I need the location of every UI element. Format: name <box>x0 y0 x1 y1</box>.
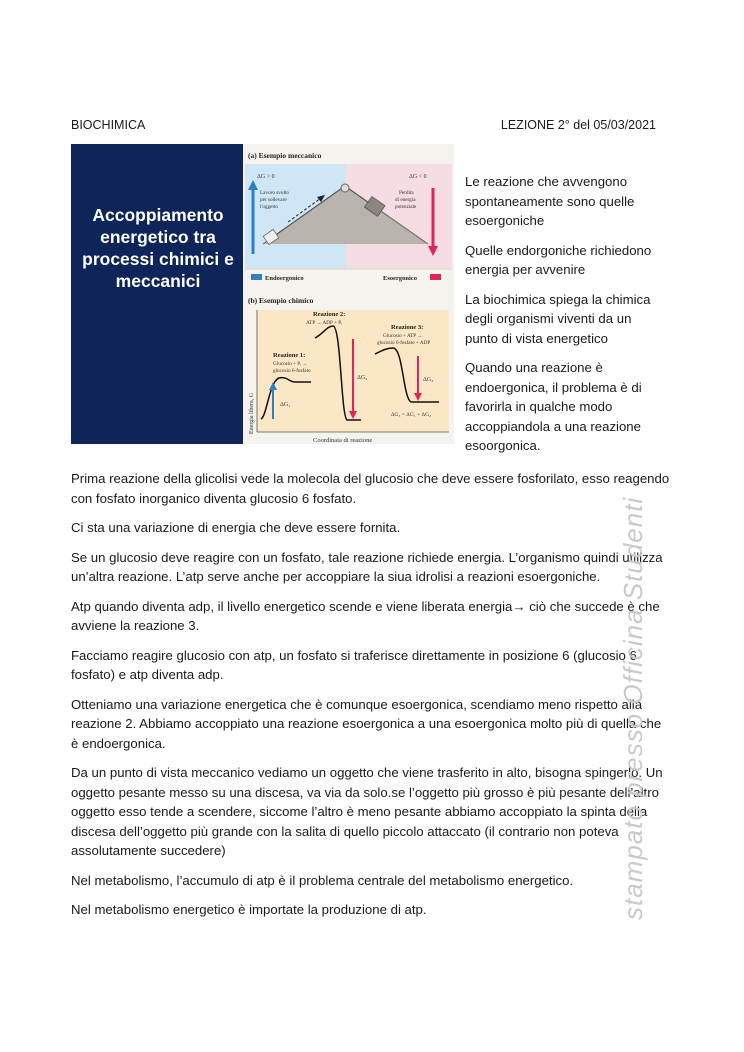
r3-eq-line-1: Glucosio + ATP → <box>383 333 423 339</box>
r1-eq-line-1: Glucosio + Pᵢ → <box>273 361 308 367</box>
loss-text-line-1: Perdita <box>399 190 414 196</box>
side-paragraph: La biochimica spiega la chimica degli organismi viventi da un punto di vista energetico <box>465 291 651 346</box>
body-paragraph: Otteniamo una variazione energetica che è comunque esoergonica, scendiamo meno rispetto alla reazione 2. Abbiamo accoppiato una reazione esoergonica a una esoergonica molto più di quella che è endoergonica. <box>71 696 662 751</box>
dg2-label: ΔG₂ <box>357 375 368 381</box>
dg1-label: ΔG₁ <box>280 402 291 408</box>
r3-eq-line-2: glucosio 6-fosfato + ADP <box>377 340 431 346</box>
lesson-notes <box>71 469 671 930</box>
legend-eso-swatch <box>430 274 441 280</box>
figure-title: Accoppiamento energetico tra processi chimici e meccanici <box>82 205 234 291</box>
body-paragraph: Nel metabolismo energetico è importate la produzione di atp. <box>71 902 427 917</box>
panel-a-label: (a) Esempio meccanico <box>248 151 322 160</box>
body-paragraph: Ci sta una variazione di energia che deve essere fornita. <box>71 520 401 535</box>
side-paragraph: Quando una reazione è endoergonica, il problema è di favorirla in qualche modo accoppiandola a una reazione esoorgonica. <box>465 360 642 453</box>
body-paragraph: Atp quando diventa adp, il livello energetico scende e viene liberata energia→ ciò che succede è che avviene la reazione 3. <box>71 598 660 633</box>
dg3-sum-label: ΔG₃ = ΔG₁ + ΔG₂ <box>391 412 431 418</box>
loss-text-line-2: di energia <box>395 197 416 203</box>
dg3-label: ΔG₃ <box>423 377 434 383</box>
dg-negative-label: ΔG < 0 <box>409 174 427 180</box>
r1-title: Reazione 1: <box>273 352 306 359</box>
energy-diagram <box>243 144 454 444</box>
side-paragraph: Le reazione che avvengono spontaneamente sono quelle esoergoniche <box>465 174 635 228</box>
figure-title-panel <box>71 144 243 444</box>
coupling-figure <box>71 144 454 444</box>
r3-title: Reazione 3: <box>391 324 424 331</box>
panel-b-label: (b) Esempio chimico <box>248 296 314 305</box>
r2-eq: ATP → ADP + Pᵢ <box>306 320 342 326</box>
legend-eso-label: Esoergonico <box>383 275 417 282</box>
work-text-line-1: Lavoro svolto <box>260 190 289 196</box>
side-paragraph: Quelle endorgoniche richiedono energia per avvenire <box>465 242 652 277</box>
y-axis-label: Energia libera, G <box>249 392 255 434</box>
body-paragraph: Facciamo reagire glucosio con atp, un fosfato si traferisce direttamente in posizione 6 (glucosio 6 fosfato) e atp diventa adp. <box>71 647 637 682</box>
x-axis-label: Coordinata di reazione <box>313 437 373 444</box>
pulley-icon <box>341 184 349 192</box>
legend-endo-swatch <box>251 274 262 280</box>
body-paragraph: Da un punto di vista meccanico vediamo un oggetto che viene trasferito in alto, bisogna spingerlo. Un oggetto pesante messo su una discesa, va via da solo.se l’oggetto più grosso è più pesante dell’altro oggetto esso tende a scendere, siccome l’altro è meno pesante abbiamo accoppiato la spinta della discesa dell’oggetto più grande con la salita di quello piccolo attaccato (il contrario non poteva assolutamente succedere) <box>71 765 663 858</box>
body-paragraph: Se un glucosio deve reagire con un fosfato, tale reazione richiede energia. L’organismo quindi utilizza un’altra reazione. L’atp serve anche per accoppiare la siua idrolisi a reazioni esoergoniche. <box>71 549 663 584</box>
legend-endo-label: Endoergonico <box>265 275 304 282</box>
loss-text-line-3: potenziale <box>395 204 417 210</box>
dg-positive-label: ΔG > 0 <box>257 174 275 180</box>
header-subject: BIOCHIMICA <box>71 118 146 132</box>
r1-eq-line-2: glucosio 6-fosfato <box>273 368 311 374</box>
side-notes <box>465 172 665 466</box>
header-lesson-date: LEZIONE 2° del 05/03/2021 <box>500 118 656 132</box>
r2-title: Reazione 2: <box>313 311 346 318</box>
print-watermark: stampato presso Officina Studenti <box>618 496 648 920</box>
body-paragraph: Prima reazione della glicolisi vede la molecola del glucosio che deve essere fosforilato, esso reagendo con fosfato inorganico diventa glucosio 6 fosfato. <box>71 471 670 506</box>
work-text-line-2: per sollevare <box>260 197 287 203</box>
work-text-line-3: l'oggetto <box>260 204 278 210</box>
body-paragraph: Nel metabolismo, l’accumulo di atp è il problema centrale del metabolismo energetico. <box>71 872 574 888</box>
figure-diagram-panel <box>243 144 454 444</box>
